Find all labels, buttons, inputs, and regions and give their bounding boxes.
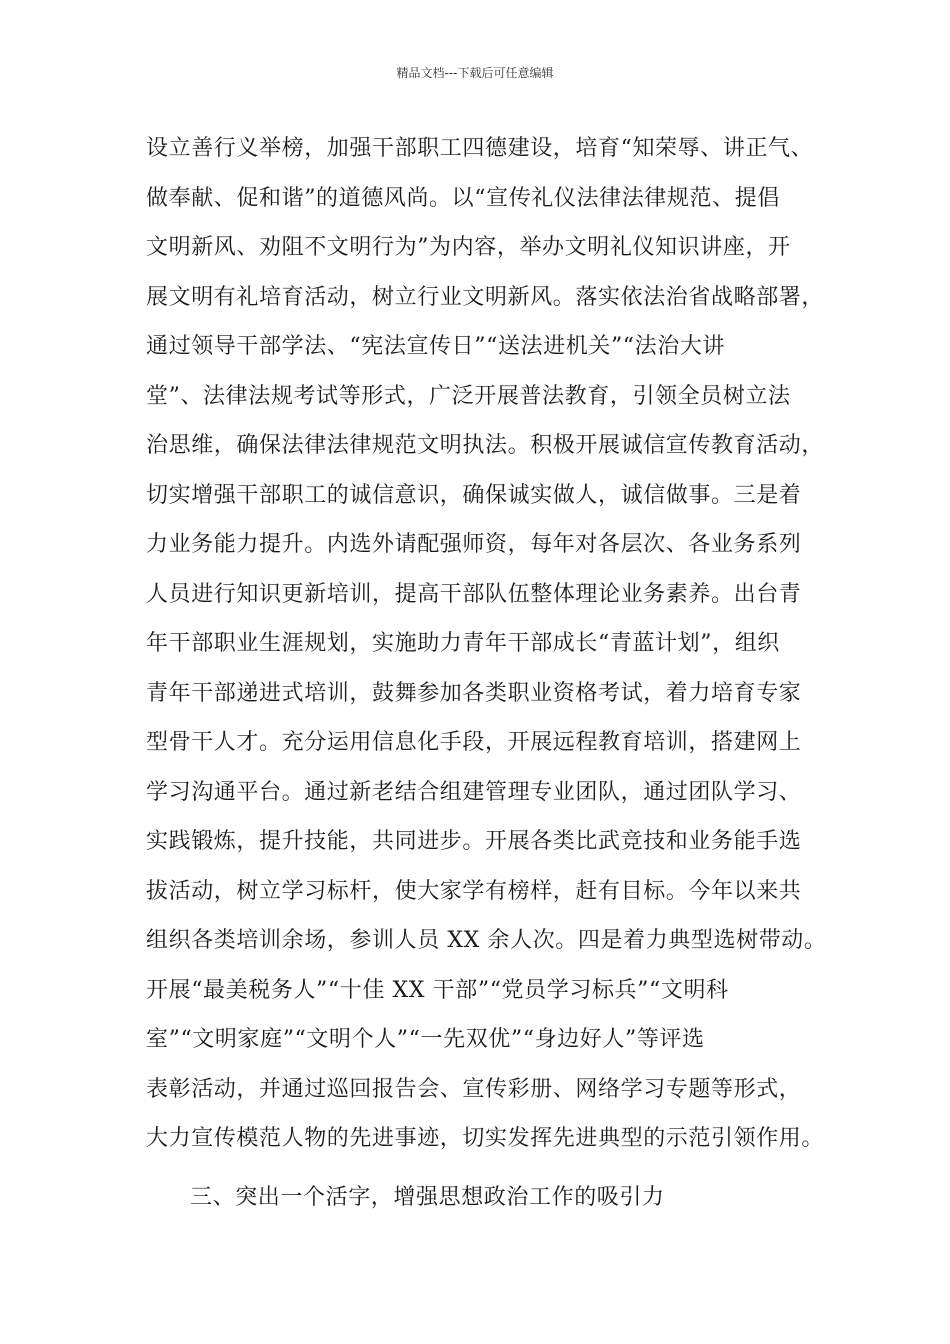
text-line: 型骨干人才。充分运用信息化手段，开展远程教育培训，搭建网上 (146, 730, 802, 755)
text-line: 文明新风、劝阻不文明行为”为内容，举办文明礼仪知识讲座，开 (146, 235, 791, 260)
text-line: 拔活动，树立学习标杆，使大家学有榜样，赶有目标。今年以来共 (146, 878, 802, 904)
text-line: 年干部职业生涯规划，实施助力青年干部成长“青蓝计划”，组织 (146, 631, 780, 656)
text-line: 大力宣传模范人物的先进事迹，切实发挥先进典型的示范引领作用。 (146, 1126, 825, 1151)
text-line: 人员进行知识更新培训，提高干部队伍整体理论业务素养。出台青 (146, 581, 802, 607)
text-line: 治思维，确保法律法律规范文明执法。积极开展诚信宣传教育活动， (146, 433, 825, 458)
text-line: 组织各类培训余场，参训人员 XX 余人次。四是着力典型选树带动。 (146, 928, 827, 953)
body-paragraph (146, 124, 826, 1164)
text-line: 展文明有礼培育活动，树立行业文明新风。落实依法治省战略部署， (146, 284, 825, 310)
text-line: 通过领导干部学法、“宪法宣传日”“送法进机关”“法治大讲 (146, 334, 726, 359)
text-line: 力业务能力提升。内选外请配强师资，每年对各层次、各业务系列 (146, 532, 802, 557)
text-line: 堂”、法律法规考试等形式，广泛开展普法教育，引领全员树立法 (146, 383, 791, 409)
page-header: 精品文档---下载后可任意编辑 (396, 66, 554, 80)
text-line: 做奉献、促和谐”的道德风尚。以“宣传礼仪法律法律规范、提倡 (146, 185, 780, 211)
text-line: 表彰活动，并通过巡回报告会、宣传彩册、网络学习专题等形式， (146, 1076, 802, 1102)
text-line: 学习沟通平台。通过新老结合组建管理专业团队，通过团队学习、 (146, 779, 802, 805)
text-line: 青年干部递进式培训，鼓舞参加各类职业资格考试，着力培育专家 (146, 680, 802, 706)
text-line: 设立善行义举榜，加强干部职工四德建设，培育“知荣辱、讲正气、 (146, 136, 814, 161)
text-line: 开展“最美税务人”“十佳 XX 干部”“党员学习标兵”“文明科 (146, 977, 729, 1003)
text-line: 室”“文明家庭”“文明个人”“一先双优”“身边好人”等评选 (146, 1027, 705, 1052)
text-line: 切实增强干部职工的诚信意识，确保诚实做人，诚信做事。三是着 (146, 482, 802, 508)
text-line: 实践锻炼，提升技能，共同进步。开展各类比武竞技和业务能手选 (146, 829, 802, 854)
section-heading: 三、突出一个活字，增强思想政治工作的吸引力 (190, 1185, 665, 1210)
